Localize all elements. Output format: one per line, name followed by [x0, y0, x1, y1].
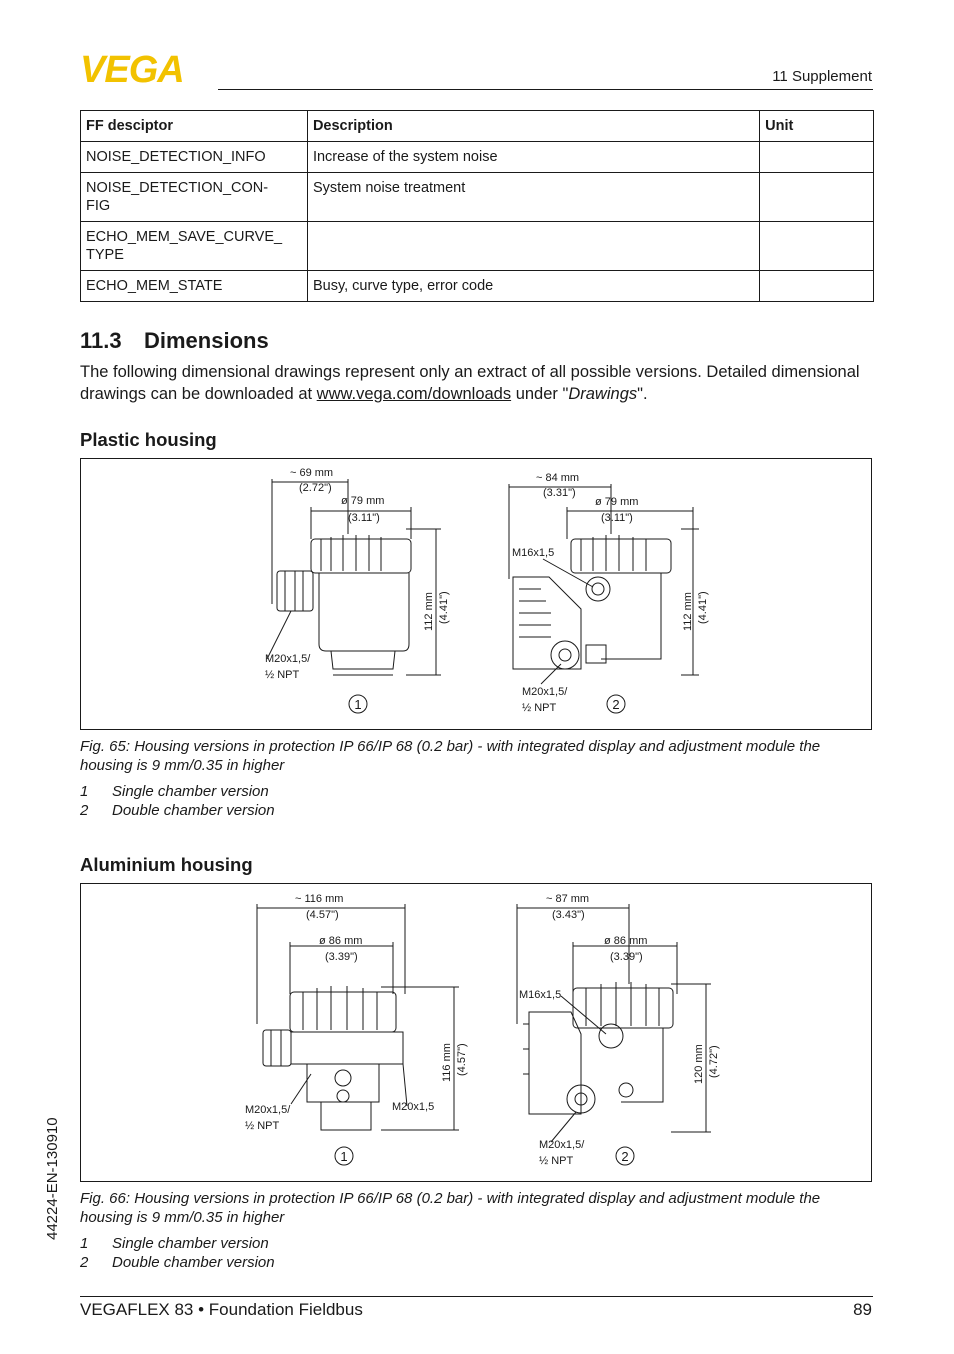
legend-item: 2 Double chamber version	[80, 802, 275, 819]
dim-text: ø 79 mm	[341, 495, 385, 507]
document-code: 44224-EN-130910	[44, 1117, 61, 1240]
dim-text: (4.57")	[306, 909, 339, 921]
legend-item: 1 Single chamber version	[80, 1235, 269, 1252]
section-heading	[80, 328, 269, 354]
header-rule	[218, 89, 873, 90]
single-chamber-plastic-drawing	[267, 479, 441, 675]
dim-text: (4.57")	[456, 1043, 468, 1076]
downloads-link[interactable]: www.vega.com/downloads	[316, 385, 512, 403]
aluminium-housing-figure	[80, 883, 872, 1182]
figure-caption: Fig. 66: Housing versions in protection IP 66/IP 68 (0.2 bar) - with integrated display and adjustment module the housing is 9 mm/0.35 in higher	[80, 1190, 821, 1226]
dim-text: ø 79 mm	[595, 496, 639, 508]
table-row	[81, 173, 874, 222]
dim-text: (3.39")	[325, 951, 358, 963]
table-row	[81, 271, 874, 302]
logo-text: VEGA	[80, 52, 184, 84]
intro-end: ".	[637, 385, 648, 403]
intro-text: The following dimensional drawings represent only an extract of all possible versions. Detailed dimensional drawings can be downloaded at	[80, 363, 860, 403]
dim-text: ~ 69 mm	[290, 467, 334, 479]
drawings-word: Drawings	[568, 385, 638, 403]
thread-label: ½ NPT	[522, 702, 557, 714]
thread-label: ½ NPT	[265, 669, 300, 681]
dim-text: (3.39")	[610, 951, 643, 963]
dim-text: ø 86 mm	[604, 935, 648, 947]
table-cell: ECHO_MEM_SAVE_CURVE_ TYPE	[81, 222, 308, 271]
table-header-row	[81, 111, 874, 142]
dim-text: (4.41")	[697, 591, 709, 624]
dim-text: (3.11")	[601, 512, 633, 524]
dim-text: 116 mm	[441, 1043, 453, 1082]
plastic-drawing	[81, 459, 873, 731]
dim-text: (3.31")	[543, 487, 576, 499]
marker-2: 2	[621, 1149, 629, 1164]
dim-text: (3.43")	[552, 909, 585, 921]
table-cell: Busy, curve type, error code	[307, 271, 759, 302]
section-title: Dimensions	[144, 328, 269, 353]
figure-legend	[80, 782, 275, 820]
dim-text: 112 mm	[423, 592, 435, 631]
dim-text: (4.72")	[708, 1045, 720, 1078]
footer-product: VEGAFLEX 83 • Foundation Fieldbus	[80, 1300, 363, 1319]
table-cell	[307, 222, 759, 271]
page-number: 89	[853, 1300, 872, 1319]
dim-text: (3.11")	[348, 512, 380, 524]
thread-label: M20x1,5/	[539, 1139, 585, 1151]
thread-label: M20x1,5/	[522, 686, 568, 698]
table-cell: NOISE_DETECTION_INFO	[81, 142, 308, 173]
legend-item: 2 Double chamber version	[80, 1254, 275, 1271]
table-cell: System noise treatment	[307, 173, 759, 222]
ff-descriptor-table	[80, 110, 874, 302]
table-cell	[760, 142, 874, 173]
dim-text: ø 86 mm	[319, 935, 363, 947]
table-cell	[760, 222, 874, 271]
dim-text: ~ 84 mm	[536, 472, 580, 484]
dim-text: 120 mm	[693, 1044, 705, 1084]
marker-1: 1	[340, 1149, 348, 1164]
thread-label: M20x1,5	[392, 1101, 435, 1113]
thread-label: M16x1,5	[519, 989, 562, 1001]
table-row	[81, 222, 874, 271]
thread-label: ½ NPT	[539, 1155, 574, 1167]
column-header: FF desciptor	[81, 111, 308, 142]
aluminium-drawing	[81, 884, 873, 1183]
dim-text: 112 mm	[682, 592, 694, 631]
table-cell	[760, 271, 874, 302]
legend-item: 1 Single chamber version	[80, 783, 269, 800]
intro-text-2: under "	[511, 385, 569, 403]
thread-label: ½ NPT	[245, 1120, 280, 1132]
intro-paragraph	[80, 361, 872, 405]
plastic-housing-heading: Plastic housing	[80, 429, 217, 450]
marker-2: 2	[612, 697, 620, 712]
table-row	[81, 142, 874, 173]
table-cell	[760, 173, 874, 222]
dim-text: ~ 87 mm	[546, 893, 590, 905]
dim-text: (4.41")	[438, 591, 450, 624]
figure-legend	[80, 1234, 275, 1272]
marker-1: 1	[354, 697, 362, 712]
table-cell: Increase of the system noise	[307, 142, 759, 173]
figure-caption: Fig. 65: Housing versions in protection IP 66/IP 68 (0.2 bar) - with integrated display and adjustment module the housing is 9 mm/0.35 in higher	[80, 738, 821, 774]
column-header: Unit	[760, 111, 874, 142]
column-header: Description	[307, 111, 759, 142]
dim-text: (2.72")	[299, 482, 332, 494]
thread-label: M20x1,5/	[245, 1104, 291, 1116]
thread-label: M20x1,5/	[265, 653, 311, 665]
aluminium-housing-heading: Aluminium housing	[80, 854, 253, 875]
plastic-housing-figure	[80, 458, 872, 730]
header-section: 11 Supplement	[772, 68, 872, 85]
footer-rule	[80, 1296, 873, 1297]
vega-logo	[80, 52, 212, 84]
table-cell: ECHO_MEM_STATE	[81, 271, 308, 302]
thread-label: M16x1,5	[512, 547, 555, 559]
section-number: 11.3	[80, 328, 122, 353]
dim-text: ~ 116 mm	[295, 893, 344, 905]
table-cell: NOISE_DETECTION_CON- FIG	[81, 173, 308, 222]
